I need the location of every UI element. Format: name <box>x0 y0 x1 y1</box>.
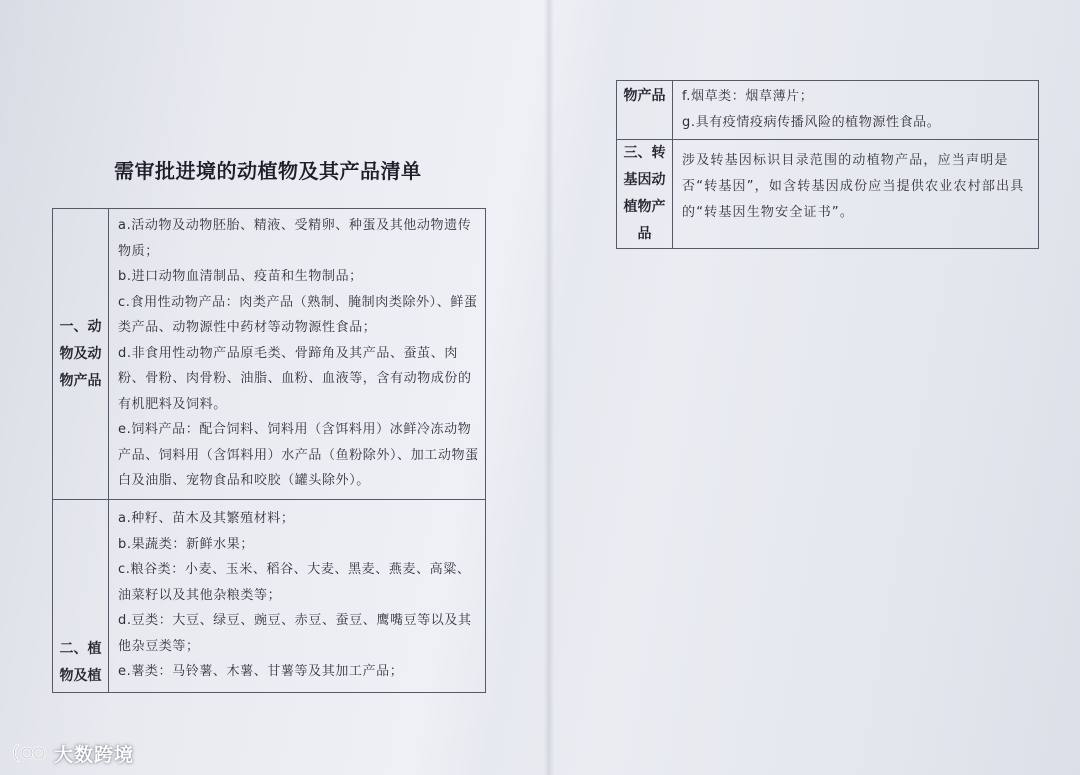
category-line: 物产品 <box>623 88 666 104</box>
gmo-statement: 涉及转基因标识目录范围的动植物产品，应当声明是否“转基因”，如含转基因成份应当提供农业农村部出具的“转基因生物安全证书”。 <box>682 153 1025 220</box>
page-fold <box>544 0 554 775</box>
table-row <box>617 140 1039 249</box>
category-items <box>673 140 1039 249</box>
category-line: 品 <box>637 226 652 242</box>
list-item: e.饲料产品：配合饲料、饲料用（含饵料用）冰鲜冷冻动物产品、饲料用（含饵料用）水产品（鱼粉除外）、加工动物蛋白及油脂、宠物食品和咬胶（罐头除外）。 <box>118 422 479 489</box>
list-item: b.果蔬类：新鲜水果； <box>118 536 254 552</box>
watermark <box>10 738 134 768</box>
table-row <box>617 81 1039 140</box>
list-item: e.薯类：马铃薯、木薯、甘薯等及其加工产品； <box>118 664 404 680</box>
list-item: b.进口动物血清制品、疫苗和生物制品； <box>118 269 363 285</box>
category-items <box>109 500 486 693</box>
category-line: 二、植 <box>59 641 102 657</box>
document-title: 需审批进境的动植物及其产品清单 <box>114 159 422 183</box>
category-line: 三、转 <box>623 145 666 161</box>
list-item: a.活动物及动物胚胎、精液、受精卵、种蛋及其他动物遗传物质； <box>118 218 472 259</box>
list-item: f.烟草类：烟草薄片； <box>682 89 814 104</box>
watermark-text: 大数跨境 <box>54 743 135 766</box>
table-row <box>53 209 486 500</box>
category-animal-products <box>53 209 109 500</box>
category-line: 基因动 <box>623 172 666 188</box>
list-item: g.具有疫情疫病传播风险的植物源性食品。 <box>682 114 941 130</box>
list-item: c.食用性动物产品：肉类产品（熟制、腌制肉类除外）、鲜蛋类产品、动物源性中药材等动物源性食品； <box>118 294 478 336</box>
right-list-table <box>616 80 1039 249</box>
category-plant-products <box>53 500 109 693</box>
list-item: d.非食用性动物产品原毛类、骨蹄角及其产品、蚕茧、肉粉、骨粉、肉骨粉、油脂、血粉、血液等，含有动物成份的有机肥料及饲料。 <box>118 345 472 412</box>
category-line: 物及植 <box>59 668 102 684</box>
category-line: 植物产 <box>623 199 666 215</box>
category-items <box>109 209 486 500</box>
list-item: c.粮谷类：小麦、玉米、稻谷、大麦、黑麦、燕麦、高粱、油菜籽以及其他杂粮类等； <box>118 562 471 603</box>
list-item: d.豆类：大豆、绿豆、豌豆、赤豆、蚕豆、鹰嘴豆等以及其他杂豆类等； <box>118 613 472 654</box>
list-item: a.种籽、苗木及其繁殖材料； <box>118 511 295 527</box>
category-items <box>673 81 1039 140</box>
category-line: 物产品 <box>59 372 102 389</box>
category-line: 物及动 <box>59 345 102 362</box>
left-list-table <box>52 208 486 693</box>
category-plant-products-cont <box>617 81 673 140</box>
category-line: 一、动 <box>59 318 102 335</box>
table-row <box>53 500 486 693</box>
category-gmo-products <box>617 140 673 249</box>
brand-logo-icon <box>10 739 48 767</box>
